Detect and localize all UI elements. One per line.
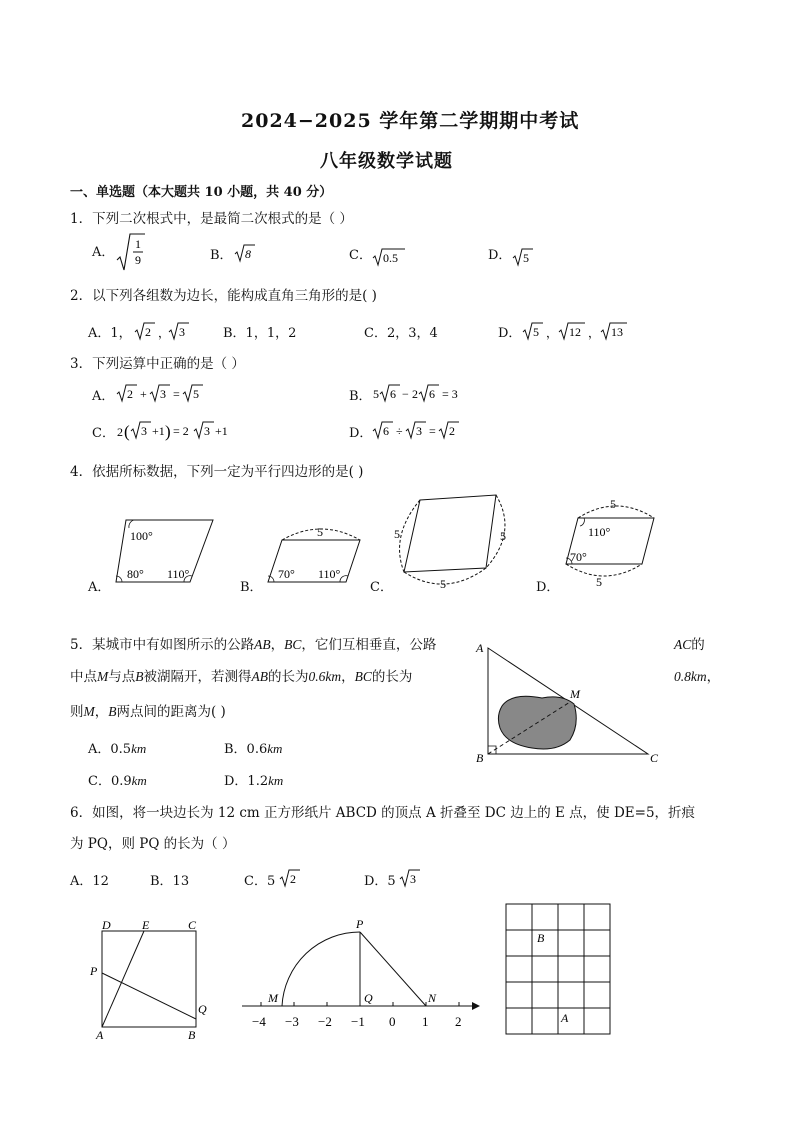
q3-option-b: B． bbox=[349, 389, 372, 404]
tick-label-neg2: −2 bbox=[318, 1014, 332, 1029]
q1-c-radical bbox=[372, 246, 406, 268]
tick-label-1: 1 bbox=[422, 1014, 429, 1029]
q4d-side-bottom: 5 bbox=[596, 575, 602, 589]
q6-option-d: D．5 bbox=[364, 874, 396, 889]
figure-number-line bbox=[236, 912, 486, 1036]
q1-d-label: D． bbox=[488, 248, 512, 263]
square-point-p: P bbox=[90, 964, 98, 978]
square-point-a: A bbox=[96, 1028, 104, 1042]
square-point-d: D bbox=[102, 918, 111, 932]
q2-a-radicals bbox=[134, 320, 192, 342]
q5-point-a: A bbox=[476, 641, 484, 655]
q5-line2-end: 0.8km， bbox=[674, 669, 721, 685]
q3-d-expression bbox=[372, 419, 462, 441]
q2-d-rad1: 5 bbox=[533, 325, 539, 339]
q4a-angle-80: 80° bbox=[127, 567, 144, 581]
svg-text:=: = bbox=[173, 387, 180, 401]
q1-b-radicand: 8 bbox=[245, 247, 251, 261]
svg-text:3: 3 bbox=[204, 424, 210, 438]
svg-text:= 3: = 3 bbox=[442, 387, 458, 401]
svg-text:−: − bbox=[402, 387, 409, 401]
q6-option-a: A．12 bbox=[70, 874, 109, 889]
grid-point-a: A bbox=[561, 1011, 569, 1025]
q1-c-label: C． bbox=[349, 248, 372, 263]
q1-option-b bbox=[210, 244, 233, 263]
q4-figure-b bbox=[262, 520, 372, 592]
q2-d-rad3: 13 bbox=[611, 325, 623, 339]
numline-point-p: P bbox=[356, 917, 364, 931]
svg-text:=: = bbox=[429, 424, 436, 438]
svg-text:÷: ÷ bbox=[396, 424, 403, 438]
square-point-b: B bbox=[188, 1028, 196, 1042]
q1-b-label: B． bbox=[210, 248, 233, 263]
q5-option-c: C．0.9km bbox=[88, 773, 147, 789]
exam-title: 2024−2025 学年第二学期期中考试 bbox=[241, 110, 580, 132]
svg-text:2: 2 bbox=[117, 425, 123, 439]
q2-stem: 2．以下列各组数为边长，能构成直角三角形的是( ) bbox=[70, 288, 377, 304]
q4d-angle-70: 70° bbox=[570, 550, 587, 564]
tick-label-2: 2 bbox=[455, 1014, 462, 1029]
q5-point-c: C bbox=[650, 751, 659, 765]
svg-text:3: 3 bbox=[141, 424, 147, 438]
q2-d-label: D． bbox=[498, 326, 522, 341]
svg-text:6: 6 bbox=[390, 387, 396, 401]
q6-line2: 为 PQ，则 PQ 的长为（ ） bbox=[70, 836, 236, 852]
svg-text:+: + bbox=[140, 387, 147, 401]
grid-lines bbox=[506, 904, 610, 1034]
q1-b-radical bbox=[234, 242, 256, 264]
q3-option-a: A． bbox=[92, 389, 115, 404]
grid-point-b: B bbox=[537, 931, 545, 945]
q2-d-rad2: 12 bbox=[569, 325, 581, 339]
svg-text:2: 2 bbox=[290, 872, 296, 886]
q4c-side-left: 5 bbox=[394, 527, 400, 541]
q4-option-c: C． bbox=[370, 580, 393, 595]
svg-text:3: 3 bbox=[160, 387, 166, 401]
square-point-q: Q bbox=[198, 1002, 207, 1016]
q5-line2: 中点M与点B被湖隔开，若测得AB的长为0.6km，BC的长为 bbox=[70, 669, 413, 685]
numline-point-q: Q bbox=[364, 991, 373, 1005]
q2-a-rad1: 2 bbox=[145, 325, 151, 339]
q5-line1-end: AC的 bbox=[674, 637, 705, 653]
q4-stem: 4．依据所标数据，下列一定为平行四边形的是( ) bbox=[70, 464, 364, 480]
q2-option-d bbox=[498, 322, 521, 341]
q6-line1: 6．如图，将一块边长为 12 cm 正方形纸片 ABCD 的顶点 A 折叠至 DC 边上的 E 点，使 DE=5，折痕 bbox=[70, 805, 696, 821]
svg-text:2: 2 bbox=[127, 387, 133, 401]
svg-text:+1: +1 bbox=[152, 424, 165, 438]
q3-stem: 3．下列运算中正确的是（ ） bbox=[70, 356, 245, 372]
q4b-side-5: 5 bbox=[317, 525, 323, 539]
q4c-side-bottom: 5 bbox=[440, 577, 446, 591]
q5-option-d: D．1.2km bbox=[224, 773, 284, 789]
square-point-e: E bbox=[142, 918, 150, 932]
exam-subtitle: 八年级数学试题 bbox=[320, 151, 453, 172]
q5-point-m: M bbox=[570, 687, 580, 701]
svg-text:(: ( bbox=[124, 422, 130, 441]
q1-d-radicand: 5 bbox=[523, 251, 529, 265]
q5-point-b: B bbox=[476, 751, 484, 765]
q5-line1: 5．某城市中有如图所示的公路AB，BC，它们互相垂直，公路 bbox=[70, 637, 437, 653]
numline-point-m: M bbox=[268, 991, 278, 1005]
q1-option-d bbox=[488, 244, 511, 263]
q2-option-a bbox=[88, 322, 132, 341]
q1-a-numerator: 1 bbox=[135, 237, 141, 251]
svg-text:5: 5 bbox=[193, 387, 199, 401]
q3-b-expression bbox=[372, 382, 462, 404]
q5-option-a: A．0.5km bbox=[88, 741, 147, 757]
q6-d-radical bbox=[399, 867, 421, 889]
q1-a-radical bbox=[116, 232, 146, 274]
q1-option-a bbox=[92, 241, 114, 260]
q2-a-comma: ， bbox=[158, 326, 171, 340]
svg-text:): ) bbox=[165, 422, 171, 441]
q4d-angle-110: 110° bbox=[588, 525, 611, 539]
q5-figure-triangle bbox=[472, 640, 662, 766]
svg-text:6: 6 bbox=[429, 387, 435, 401]
q2-d-comma2: ， bbox=[588, 326, 601, 340]
q3-a-expression bbox=[116, 382, 206, 404]
tick-label-neg1: −1 bbox=[351, 1014, 365, 1029]
q1-d-radical bbox=[512, 246, 534, 268]
svg-text:2: 2 bbox=[449, 424, 455, 438]
tick-label-neg3: −3 bbox=[285, 1014, 299, 1029]
q1-option-c bbox=[349, 244, 372, 263]
svg-text:6: 6 bbox=[383, 424, 389, 438]
q4-option-d: D． bbox=[536, 580, 560, 595]
q2-d-radicals bbox=[522, 320, 632, 342]
svg-text:= 2: = 2 bbox=[173, 424, 189, 438]
figure-square-fold bbox=[88, 915, 218, 1043]
q4-figure-a bbox=[110, 510, 220, 592]
q4c-side-right: 5 bbox=[500, 529, 506, 543]
q1-a-denominator: 9 bbox=[135, 253, 141, 267]
q6-option-c: C．5 bbox=[244, 874, 276, 889]
svg-text:+1: +1 bbox=[215, 424, 228, 438]
svg-text:5: 5 bbox=[373, 387, 379, 401]
section-heading: 一、单选题（本大题共 10 小题，共 40 分） bbox=[70, 185, 333, 200]
q2-a-label: A．1， bbox=[88, 326, 132, 341]
q4-figure-c bbox=[390, 490, 520, 592]
q4d-side-top: 5 bbox=[610, 497, 616, 511]
tick-label-neg4: −4 bbox=[252, 1014, 266, 1029]
figure-grid bbox=[504, 902, 614, 1038]
q6-option-b: B．13 bbox=[150, 874, 190, 889]
svg-text:3: 3 bbox=[416, 424, 422, 438]
q1-a-label: A． bbox=[92, 245, 115, 260]
q4a-angle-100: 100° bbox=[130, 529, 153, 543]
svg-text:2: 2 bbox=[412, 387, 418, 401]
q3-option-d: D． bbox=[349, 426, 373, 441]
numline-point-n: N bbox=[428, 991, 437, 1005]
q4-figure-d bbox=[556, 494, 666, 594]
q4-option-b: B． bbox=[240, 580, 263, 595]
q3-option-c: C． bbox=[92, 426, 115, 441]
q2-a-rad2: 3 bbox=[179, 325, 185, 339]
q1-c-radicand: 0.5 bbox=[383, 251, 398, 265]
q2-d-comma1: ， bbox=[546, 326, 559, 340]
q2-option-c: C．2，3，4 bbox=[364, 326, 438, 341]
q6-c-radical bbox=[279, 867, 301, 889]
q2-option-b: B．1，1，2 bbox=[223, 326, 297, 341]
q5-line3: 则M，B两点间的距离为( ) bbox=[70, 704, 226, 720]
q4b-angle-110: 110° bbox=[318, 567, 341, 581]
q4-option-a: A． bbox=[88, 580, 111, 595]
svg-text:3: 3 bbox=[410, 872, 416, 886]
square-point-c: C bbox=[188, 918, 197, 932]
q3-c-expression bbox=[116, 416, 236, 444]
q4a-angle-110: 110° bbox=[167, 567, 190, 581]
q1-stem: 1．下列二次根式中，是最简二次根式的是（ ） bbox=[70, 211, 353, 227]
q4b-angle-70: 70° bbox=[278, 567, 295, 581]
tick-label-0: 0 bbox=[389, 1014, 396, 1029]
q5-option-b: B．0.6km bbox=[224, 741, 283, 757]
